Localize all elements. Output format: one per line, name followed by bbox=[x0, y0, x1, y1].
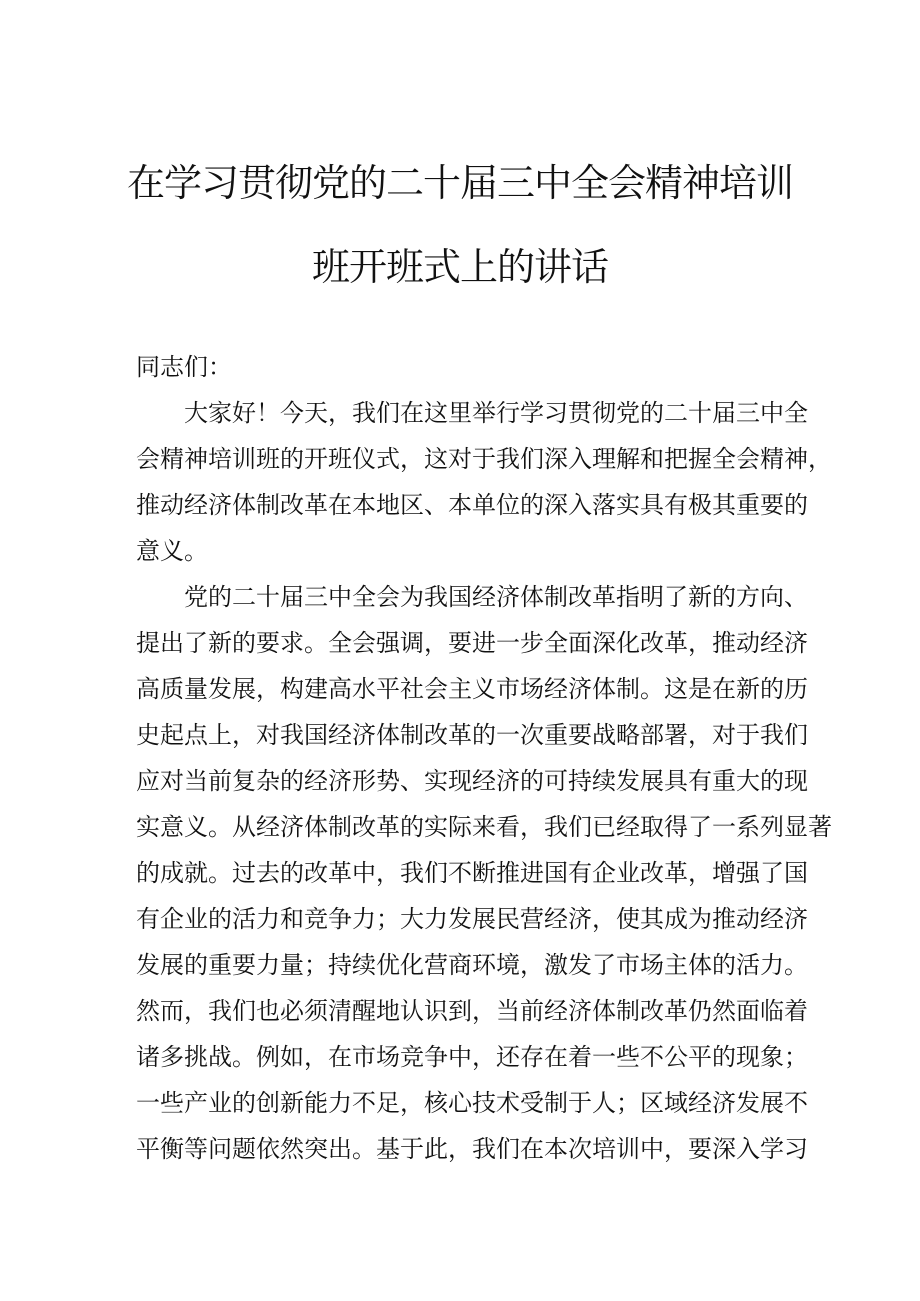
document-title-line-2: 班开班式上的讲话 bbox=[311, 245, 608, 289]
paragraph-1-line: 意义。 bbox=[136, 537, 208, 565]
paragraph-2-line: 有企业的活力和竞争力；大力发展民营经济，使其成为推动经济 bbox=[136, 905, 808, 933]
paragraph-2-line: 平衡等问题依然突出。基于此，我们在本次培训中，要深入学习 bbox=[136, 1135, 808, 1163]
paragraph-1-line: 推动经济体制改革在本地区、本单位的深入落实具有极其重要的 bbox=[136, 491, 808, 519]
paragraph-2-line: 应对当前复杂的经济形势、实现经济的可持续发展具有重大的现 bbox=[136, 767, 808, 795]
paragraph-2-line: 史起点上，对我国经济体制改革的一次重要战略部署，对于我们 bbox=[136, 721, 808, 749]
salutation: 同志们： bbox=[136, 353, 232, 381]
paragraph-2-line: 的成就。过去的改革中，我们不断推进国有企业改革，增强了国 bbox=[136, 859, 808, 887]
paragraph-1-line: 会精神培训班的开班仪式，这对于我们深入理解和把握全会精神， bbox=[136, 445, 832, 473]
paragraph-2-line: 党的二十届三中全会为我国经济体制改革指明了新的方向、 bbox=[184, 583, 808, 611]
paragraph-2-line: 诸多挑战。例如，在市场竞争中，还存在着一些不公平的现象； bbox=[136, 1043, 808, 1071]
paragraph-2-line: 然而，我们也必须清醒地认识到，当前经济体制改革仍然面临着 bbox=[136, 997, 808, 1025]
paragraph-2-line: 一些产业的创新能力不足，核心技术受制于人；区域经济发展不 bbox=[136, 1089, 808, 1117]
paragraph-1-line: 大家好！今天，我们在这里举行学习贯彻党的二十届三中全 bbox=[184, 399, 808, 427]
paragraph-2-line: 发展的重要力量；持续优化营商环境，激发了市场主体的活力。 bbox=[136, 951, 808, 979]
paragraph-2-line: 提出了新的要求。全会强调，要进一步全面深化改革，推动经济 bbox=[136, 629, 808, 657]
document-title-line-1: 在学习贯彻党的二十届三中全会精神培训 bbox=[126, 161, 793, 205]
paragraph-2-line: 高质量发展，构建高水平社会主义市场经济体制。这是在新的历 bbox=[136, 675, 808, 703]
paragraph-2-line: 实意义。从经济体制改革的实际来看，我们已经取得了一系列显著 bbox=[136, 813, 832, 841]
